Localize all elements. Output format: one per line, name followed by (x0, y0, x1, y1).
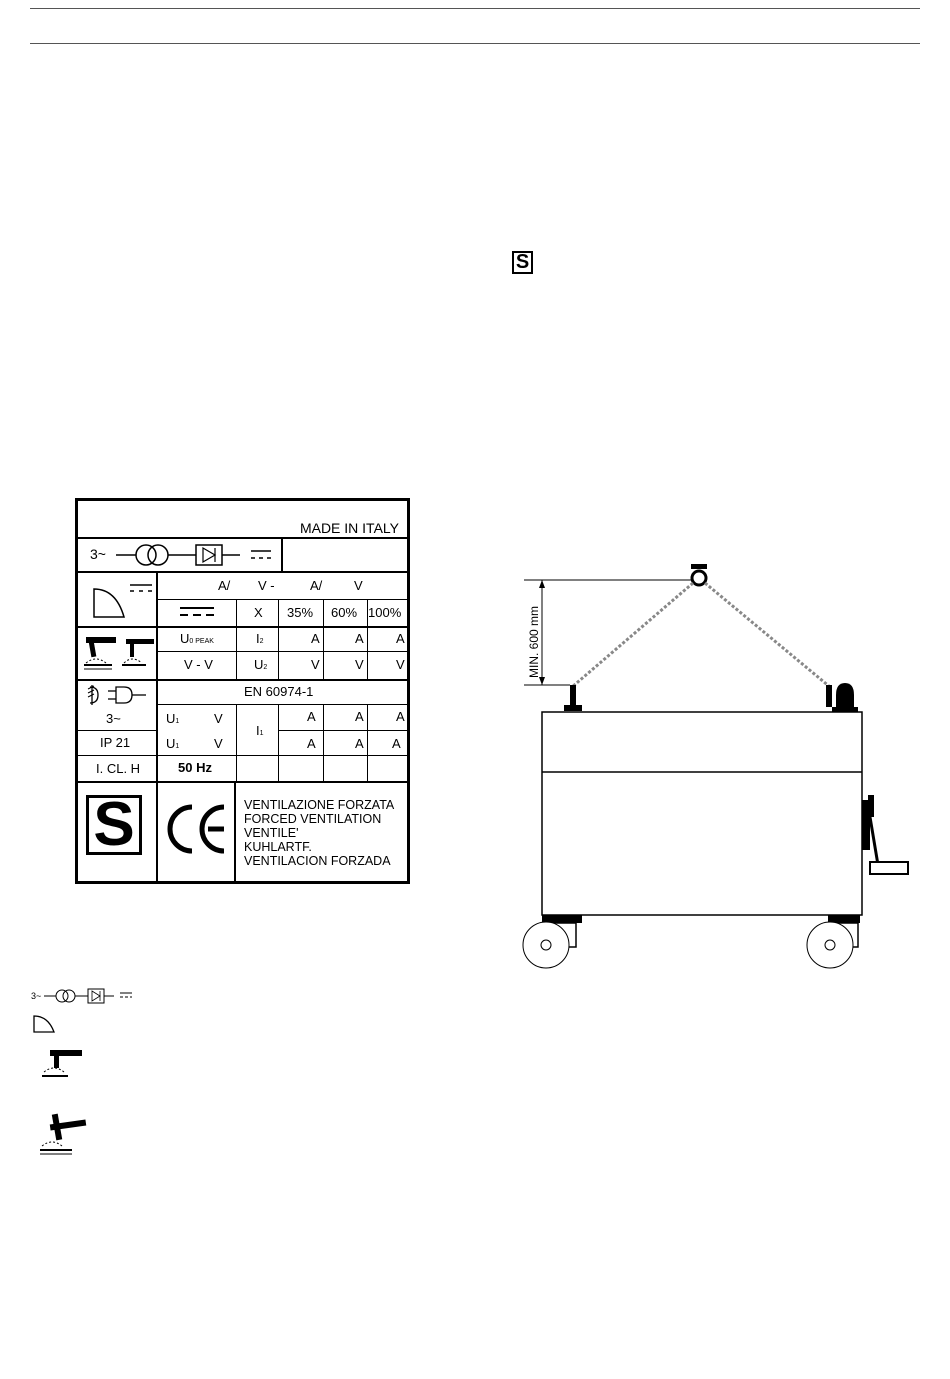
duty-100: 100% (368, 605, 402, 620)
three-phase-label: 3~ (90, 546, 106, 562)
duty-x: X (254, 605, 263, 620)
dc-output-icon (180, 605, 216, 619)
i2-a-60: A (355, 631, 364, 646)
made-in-label: MADE IN ITALY (299, 520, 399, 536)
i1-a-60-b: A (355, 736, 364, 751)
i1-a-100-b: A (392, 736, 401, 751)
legend-falling-characteristic-icon (32, 1012, 58, 1034)
duty-60: 60% (331, 605, 358, 620)
legend-mig-torch-icon (40, 1048, 86, 1084)
u0-values: V - V (184, 657, 213, 672)
duty-35: 35% (287, 605, 314, 620)
welding-torch-icon (82, 631, 158, 675)
u1-label-b: U1 (166, 736, 180, 751)
rating-v1: V - (258, 578, 275, 593)
u0-label: U0 PEAK (180, 631, 214, 646)
insulation-class: I. CL. H (96, 761, 141, 776)
s-mark-large: S (86, 795, 142, 855)
u2-v-35: V (311, 657, 320, 672)
standard-label: EN 60974-1 (244, 684, 314, 699)
i2-a-35: A (311, 631, 320, 646)
s-mark-small-letter: S (515, 251, 530, 273)
rating-v2: V (354, 578, 363, 593)
header-rule-top (30, 8, 920, 9)
i1-label: I1 (256, 723, 264, 738)
supply-phase-label: 3~ (106, 711, 121, 726)
u1-label-a: U1 (166, 711, 180, 726)
falling-characteristic-icon (86, 577, 156, 621)
ip-rating: IP 21 (100, 735, 131, 750)
u2-label: U2 (254, 657, 268, 672)
lifting-diagram (510, 555, 920, 975)
ventilation-text: VENTILAZIONE FORZATA FORCED VENTILATION VENTILE' KUHLARTF. VENTILACION FORZADA (244, 798, 395, 868)
i1-a-60-a: A (355, 709, 364, 724)
rating-plate (75, 498, 410, 884)
header-rule-bottom (30, 43, 920, 44)
i2-a-100: A (396, 631, 405, 646)
i2-label: I2 (256, 631, 264, 646)
u2-v-100: V (396, 657, 405, 672)
i1-a-35-a: A (307, 709, 316, 724)
dimension-label: MIN. 600 mm (527, 605, 541, 678)
u2-v-60: V (355, 657, 364, 672)
s-mark-small (512, 251, 533, 274)
mains-supply-icon (84, 683, 156, 707)
u1-v-a: V (214, 711, 223, 726)
rating-a1: A/ (218, 578, 231, 593)
legend-mma-torch-icon (38, 1112, 94, 1156)
ce-mark-icon (164, 799, 230, 859)
u1-v-b: V (214, 736, 223, 751)
i1-a-35-b: A (307, 736, 316, 751)
frequency: 50 Hz (178, 760, 212, 775)
rating-a2: A/ (310, 578, 323, 593)
transformer-rectifier-icon (116, 542, 276, 568)
i1-a-100-a: A (396, 709, 405, 724)
legend-transformer-rectifier-icon (44, 986, 136, 1006)
legend-three-phase: 3~ (31, 991, 42, 1001)
